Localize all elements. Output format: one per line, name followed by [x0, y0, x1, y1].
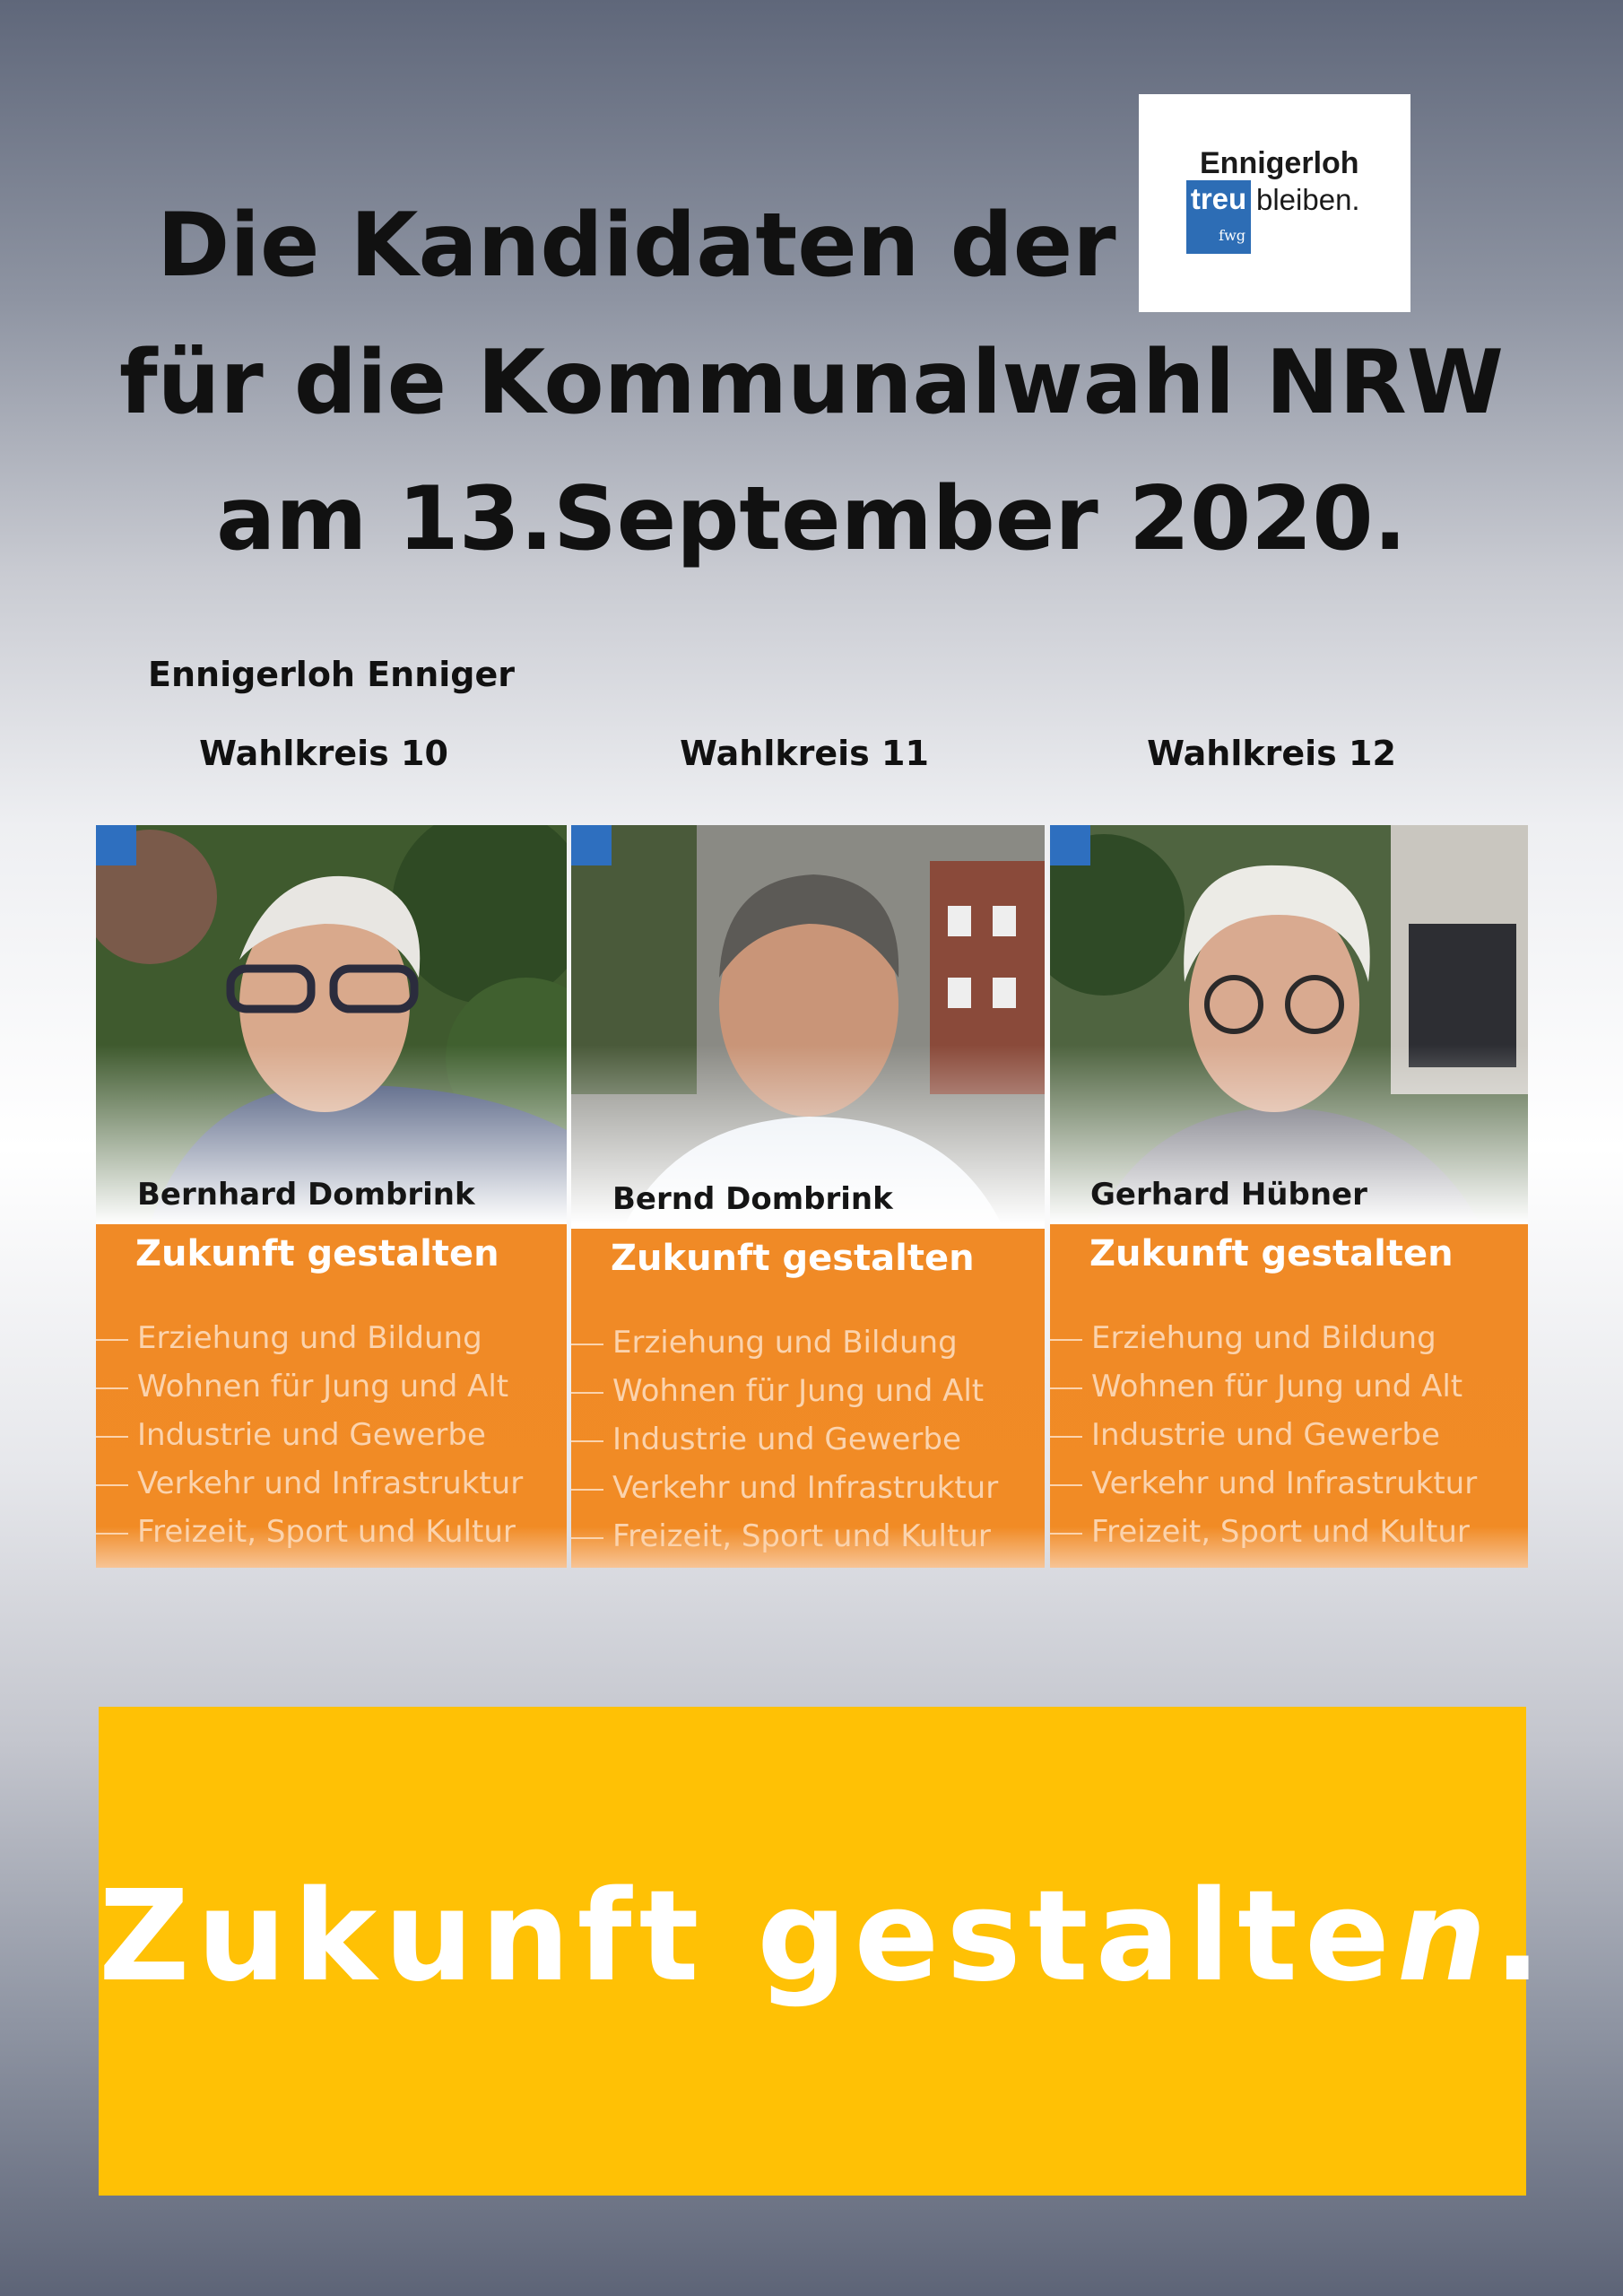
region-label: Ennigerloh Enniger — [148, 655, 516, 694]
district-label: Wahlkreis 11 — [680, 734, 929, 773]
corner-marker — [571, 825, 612, 865]
topic-item: Verkehr und Infrastruktur — [96, 1459, 523, 1508]
topic-item: Wohnen für Jung und Alt — [96, 1362, 523, 1411]
topic-item: Wohnen für Jung und Alt — [571, 1367, 998, 1415]
candidate-program-panel — [571, 1229, 1045, 1568]
candidate-card — [96, 825, 567, 1568]
candidate-card — [571, 825, 1045, 1568]
headline-line-1: Die Kandidaten der — [157, 195, 1116, 297]
candidate-name: Gerhard Hübner — [1090, 1177, 1367, 1213]
candidate-slogan: Zukunft gestalten — [135, 1233, 499, 1274]
candidate-name: Bernd Dombrink — [612, 1181, 893, 1217]
dash-icon — [1050, 1339, 1082, 1341]
dash-icon — [96, 1484, 128, 1486]
candidate-card — [1050, 825, 1528, 1568]
candidate-slogan: Zukunft gestalten — [611, 1238, 975, 1279]
topic-item: Industrie und Gewerbe — [1050, 1411, 1477, 1459]
party-logo — [1139, 94, 1410, 312]
candidate-program-panel — [1050, 1224, 1528, 1568]
topic-item: Verkehr und Infrastruktur — [571, 1464, 998, 1512]
dash-icon — [1050, 1533, 1082, 1535]
slogan-banner — [99, 1707, 1549, 2196]
corner-marker — [96, 825, 136, 865]
topic-item: Freizeit, Sport und Kultur — [96, 1508, 523, 1556]
candidate-photo — [96, 825, 567, 1224]
dash-icon — [96, 1339, 128, 1341]
topic-item: Industrie und Gewerbe — [96, 1411, 523, 1459]
topic-list — [96, 1314, 523, 1556]
topic-item: Freizeit, Sport und Kultur — [571, 1512, 998, 1561]
candidate-photo — [571, 825, 1045, 1224]
logo-treu-badge: treu — [1186, 180, 1251, 218]
dash-icon — [96, 1387, 128, 1389]
dash-icon — [571, 1440, 603, 1442]
topic-list — [1050, 1314, 1477, 1556]
district-label: Wahlkreis 12 — [1147, 734, 1396, 773]
headline-line-3: am 13.September 2020. — [216, 468, 1407, 570]
topic-item: Erziehung und Bildung — [571, 1318, 998, 1367]
logo-ennigerloh-text: Ennigerloh — [1200, 146, 1359, 180]
dash-icon — [571, 1537, 603, 1539]
dash-icon — [571, 1489, 603, 1491]
logo-fwg-badge: fwg — [1186, 218, 1251, 254]
topic-item: Industrie und Gewerbe — [571, 1415, 998, 1464]
banner-slogan: Zukunft gestalten. — [99, 1864, 1549, 2010]
headline-line-2: für die Kommunalwahl NRW — [119, 332, 1504, 434]
topic-item: Erziehung und Bildung — [1050, 1314, 1477, 1362]
topic-list — [571, 1318, 998, 1561]
topic-item: Wohnen für Jung und Alt — [1050, 1362, 1477, 1411]
logo-bleiben-text: bleiben. — [1256, 183, 1360, 216]
candidate-program-panel — [96, 1224, 567, 1568]
candidate-name: Bernhard Dombrink — [137, 1177, 475, 1213]
district-label: Wahlkreis 10 — [199, 734, 448, 773]
dash-icon — [1050, 1484, 1082, 1486]
topic-item: Erziehung und Bildung — [96, 1314, 523, 1362]
candidate-photo — [1050, 825, 1528, 1224]
candidate-slogan: Zukunft gestalten — [1089, 1233, 1454, 1274]
dash-icon — [1050, 1436, 1082, 1438]
dash-icon — [571, 1392, 603, 1394]
corner-marker — [1050, 825, 1090, 865]
dash-icon — [571, 1344, 603, 1345]
dash-icon — [1050, 1387, 1082, 1389]
topic-item: Verkehr und Infrastruktur — [1050, 1459, 1477, 1508]
topic-item: Freizeit, Sport und Kultur — [1050, 1508, 1477, 1556]
dash-icon — [96, 1436, 128, 1438]
dash-icon — [96, 1533, 128, 1535]
